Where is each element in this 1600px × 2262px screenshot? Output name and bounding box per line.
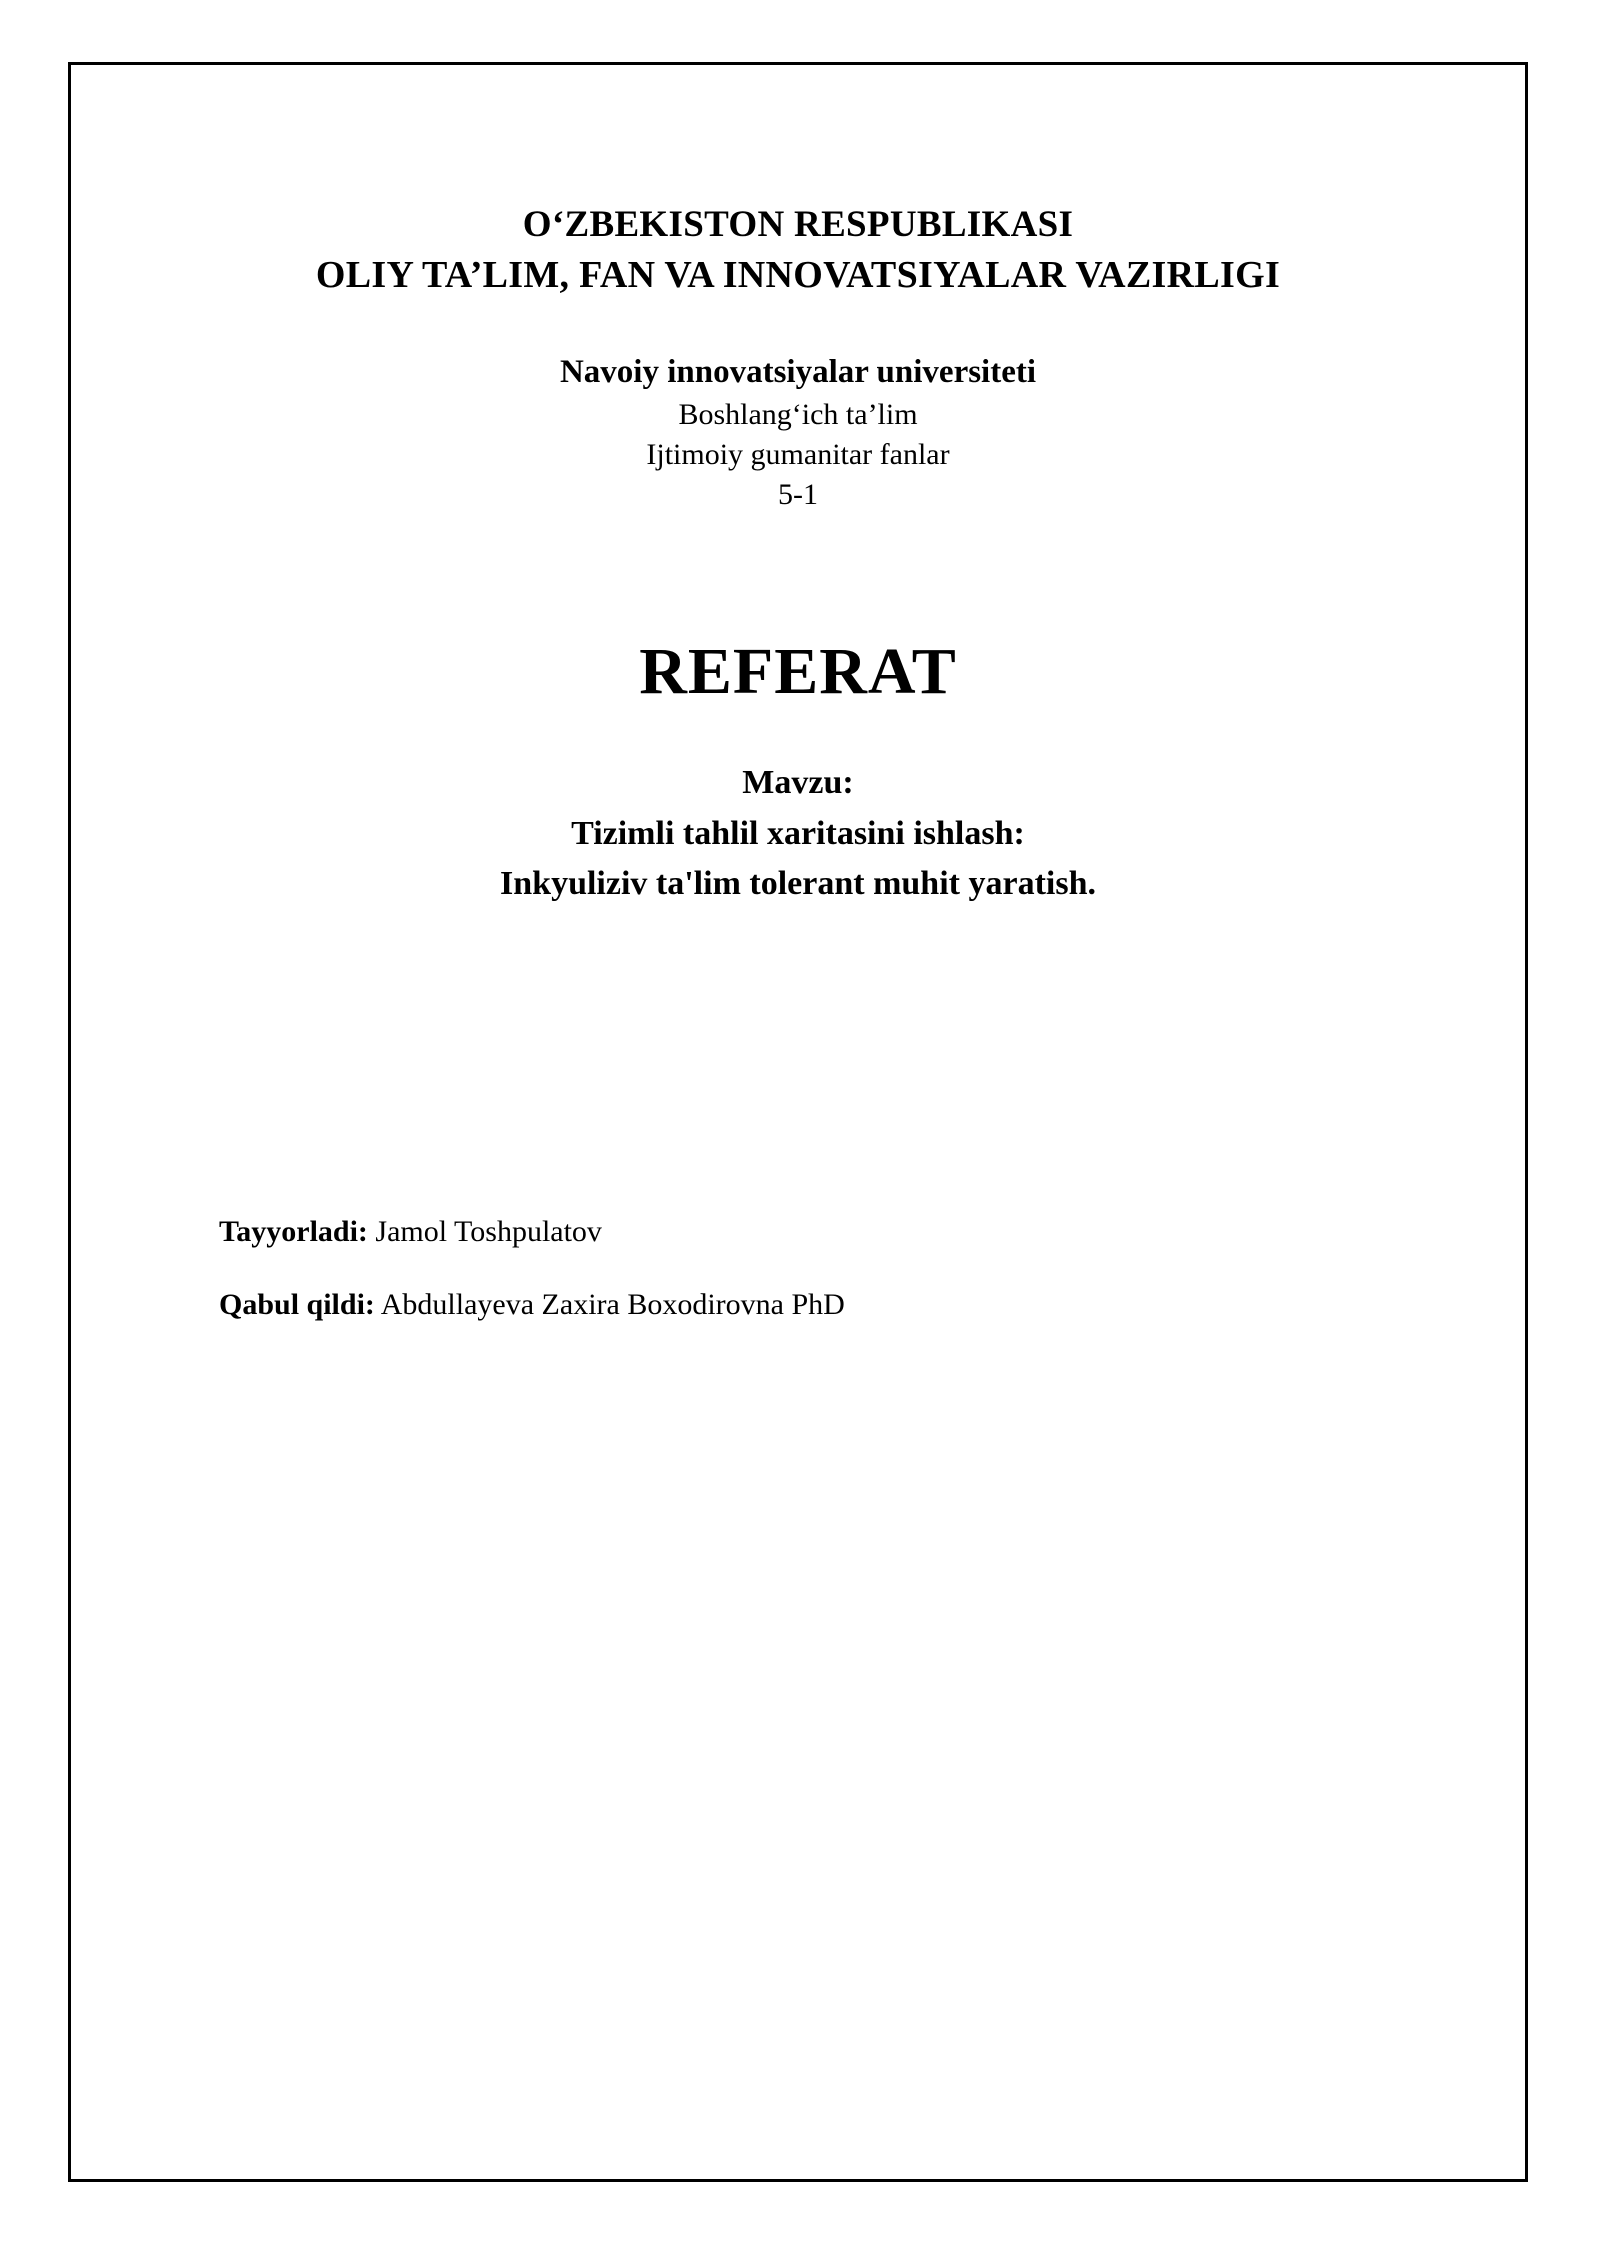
institution-block (181, 349, 1415, 514)
university-name: Navoiy innovatsiyalar universiteti (559, 354, 1037, 391)
prepared-by-value: Jamol Toshpulatov (375, 1215, 602, 1249)
faculty-name: Boshlang‘ich ta’lim (678, 398, 918, 432)
ministry-line-1: O‘ZBEKISTON RESPUBLIKASI (522, 204, 1074, 245)
topic-line-1: Tizimli tahlil xaritasini ishlash: (571, 814, 1025, 852)
department-name: Ijtimoiy gumanitar fanlar (646, 438, 950, 472)
topic-line-2: Inkyuliziv ta'lim tolerant muhit yaratish. (500, 864, 1096, 902)
group-number: 5-1 (778, 477, 818, 511)
ministry-line-2: OLIY TA’LIM, FAN VA INNOVATSIYALAR VAZIRLIGI (315, 253, 1281, 296)
topic-label: Mavzu: (742, 764, 854, 802)
ministry-heading (181, 200, 1415, 301)
accepted-by-row (219, 1282, 1415, 1327)
page-content (71, 200, 1525, 1327)
topic-block (181, 758, 1415, 909)
document-title: REFERAT (639, 635, 957, 709)
authors-block (181, 1209, 1415, 1327)
prepared-by-label: Tayyorladi: (219, 1215, 368, 1249)
document-page (68, 62, 1528, 2182)
accepted-by-value: Abdullayeva Zaxira Boxodirovna PhD (380, 1288, 845, 1322)
accepted-by-label: Qabul qildi: (219, 1288, 375, 1322)
prepared-by-row (219, 1209, 1415, 1254)
